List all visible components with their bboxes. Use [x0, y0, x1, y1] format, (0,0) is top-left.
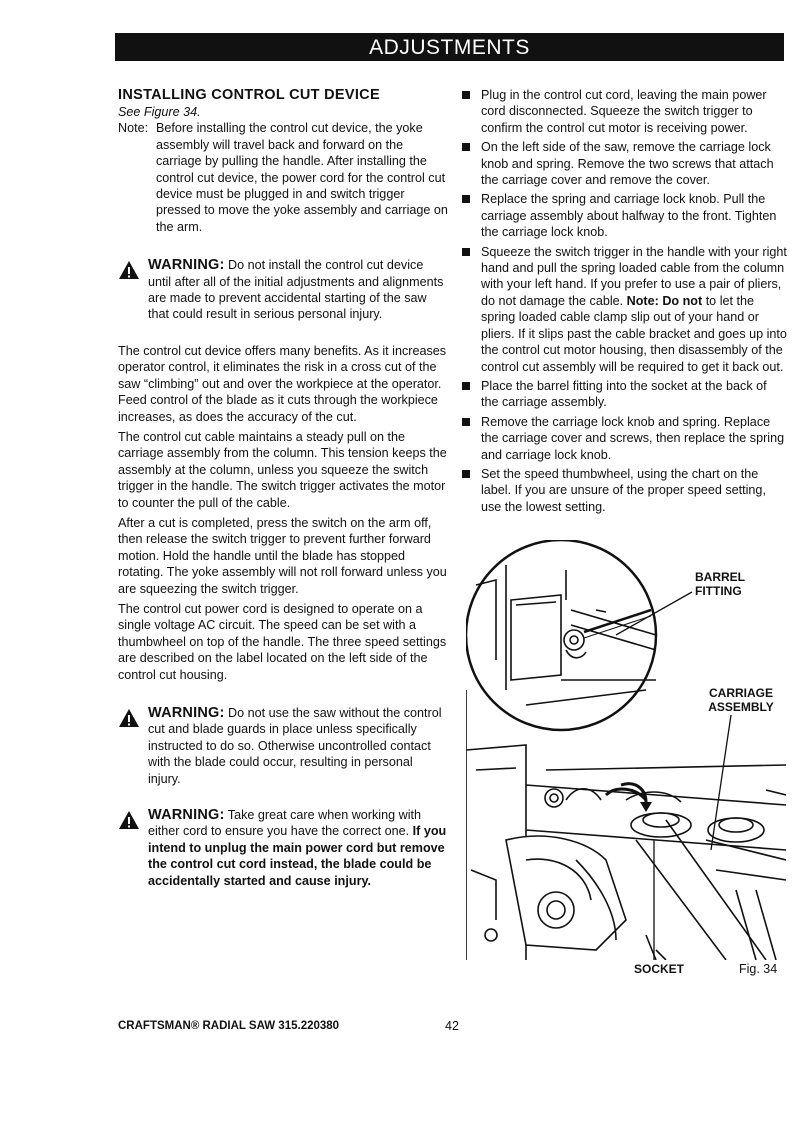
square-bullet-icon	[462, 91, 470, 99]
list-item-text: Set the speed thumbwheel, using the chart on the label. If you are unsure of the proper speed setting, use the lowest setting.	[481, 466, 766, 514]
square-bullet-icon	[462, 248, 470, 256]
figure-number: Fig. 34	[739, 962, 778, 976]
page-header: ADJUSTMENTS	[115, 33, 784, 61]
list-item	[461, 466, 787, 515]
warning-3	[118, 807, 448, 889]
warning-1-title: WARNING:	[148, 257, 225, 274]
list-item-text: Remove the carriage lock knob and spring. Replace the carriage cover and screws, then replace the spring and carriage lock knob.	[481, 414, 785, 462]
list-item-bold-note: Note: Do not	[626, 293, 703, 308]
list-item	[461, 244, 787, 375]
list-item-text: Place the barrel fitting into the socket at the back of the carriage assembly.	[481, 378, 767, 410]
step-list	[461, 87, 787, 515]
list-item	[461, 191, 787, 240]
warning-3-bold-text: If you intend to unplug the main power cord but remove the control cut cord instead, the blade could be accidentally started and cause injury.	[148, 824, 447, 888]
paragraph-benefits: The control cut device offers many benefits. As it increases operator control, it eliminates the risk in a cross cut of the saw “climbing” out and over the workpiece at the operator. Feed control of the blade as it cuts through the workpiece increases, as does the accuracy of the cut.	[118, 343, 447, 424]
note	[118, 120, 448, 235]
figure-34	[466, 540, 786, 960]
label-carriage-assembly: CARRIAGE ASSEMBLY	[708, 686, 774, 714]
list-item-text: On the left side of the saw, remove the carriage lock knob and spring. Remove the two screws that attach the carriage cover and remove the cover.	[481, 140, 774, 188]
warning-3-title: WARNING:	[148, 807, 225, 824]
warning-2	[118, 705, 448, 787]
label-socket: SOCKET	[634, 962, 685, 976]
square-bullet-icon	[462, 195, 470, 203]
warning-2-text: Do not use the saw without the control cut and blade guards in place unless specifically instructed to do so. Otherwise uncontrolled contact with the blade could occur, resulting in personal injury.	[148, 706, 442, 786]
square-bullet-icon	[462, 143, 470, 151]
paragraph-power-cord: The control cut power cord is designed to operate on a single voltage AC circuit. The speed can be set with a thumbwheel on top of the handle. The three speed settings are described on the label located on the left side of the control cut housing.	[118, 601, 447, 682]
square-bullet-icon	[462, 470, 470, 478]
warning-triangle-icon	[118, 708, 140, 728]
warning-triangle-icon	[118, 260, 140, 280]
section-title: INSTALLING CONTROL CUT DEVICE	[118, 87, 380, 103]
label-barrel-fitting: BARREL FITTING	[695, 570, 745, 598]
square-bullet-icon	[462, 382, 470, 390]
note-label: Note:	[118, 121, 149, 136]
paragraph-cable: The control cut cable maintains a steady pull on the carriage assembly from the column. This tension keeps the assembly at the column, unless you squeeze the switch trigger in the handle. The switch trigger activates the motor to counter the pull of the cable.	[118, 429, 447, 510]
list-item	[461, 139, 787, 188]
see-figure-ref: See Figure 34.	[118, 105, 201, 119]
list-item-text: Plug in the control cut cord, leaving the main power cord disconnected. Squeeze the switch trigger to confirm the control cut motor is receiving power.	[481, 88, 767, 135]
warning-1	[118, 257, 448, 323]
square-bullet-icon	[462, 418, 470, 426]
warning-triangle-icon	[118, 810, 140, 830]
list-item	[461, 414, 787, 463]
paragraph-after-cut: After a cut is completed, press the switch on the arm off, then release the switch trigger to prevent further forward motion. Hold the handle until the blade has stopped rotating. The yoke assembly will not roll forward unless you are squeezing the switch trigger.	[118, 515, 447, 596]
left-column	[118, 87, 448, 909]
list-item-text: Replace the spring and carriage lock knob. Pull the carriage assembly about halfway to the front. Tighten the carriage lock knob.	[481, 192, 777, 240]
page-number: 42	[445, 1019, 459, 1033]
note-text: Before installing the control cut device, the yoke assembly will travel back and forward on the carriage by pulling the handle. After installing the control cut device, the power cord for the control cut device must be plugged in and switch trigger pressed to move the yoke assembly and carriage on the arm.	[156, 121, 448, 234]
list-item-text-cont: to let the spring loaded cable clamp slip out of your hand or pliers. If it slips past the cable bracket and goes up into the control cut motor housing, then disassembly of the control cut assembly will be required to get it back out.	[481, 293, 787, 374]
warning-1-text: Do not install the control cut device until after all of the initial adjustments and alignments are made to prevent accidental starting of the saw that could result in serious personal injury.	[148, 258, 444, 322]
list-item	[461, 378, 787, 411]
footer-brand: CRAFTSMAN® RADIAL SAW 315.220380	[118, 1020, 340, 1032]
saw-carriage-illustration	[466, 540, 786, 960]
warning-2-title: WARNING:	[148, 705, 225, 721]
warning-3-text: Take great care when working with either cord to ensure you have the correct one.	[148, 808, 421, 839]
list-item-text: Squeeze the switch trigger in the handle with your right hand and pull the spring loaded cable from the column with your left hand. If you prefer to use a pair of pliers, do not damage the cable.	[481, 244, 787, 308]
right-column	[461, 87, 787, 518]
list-item	[461, 87, 787, 136]
